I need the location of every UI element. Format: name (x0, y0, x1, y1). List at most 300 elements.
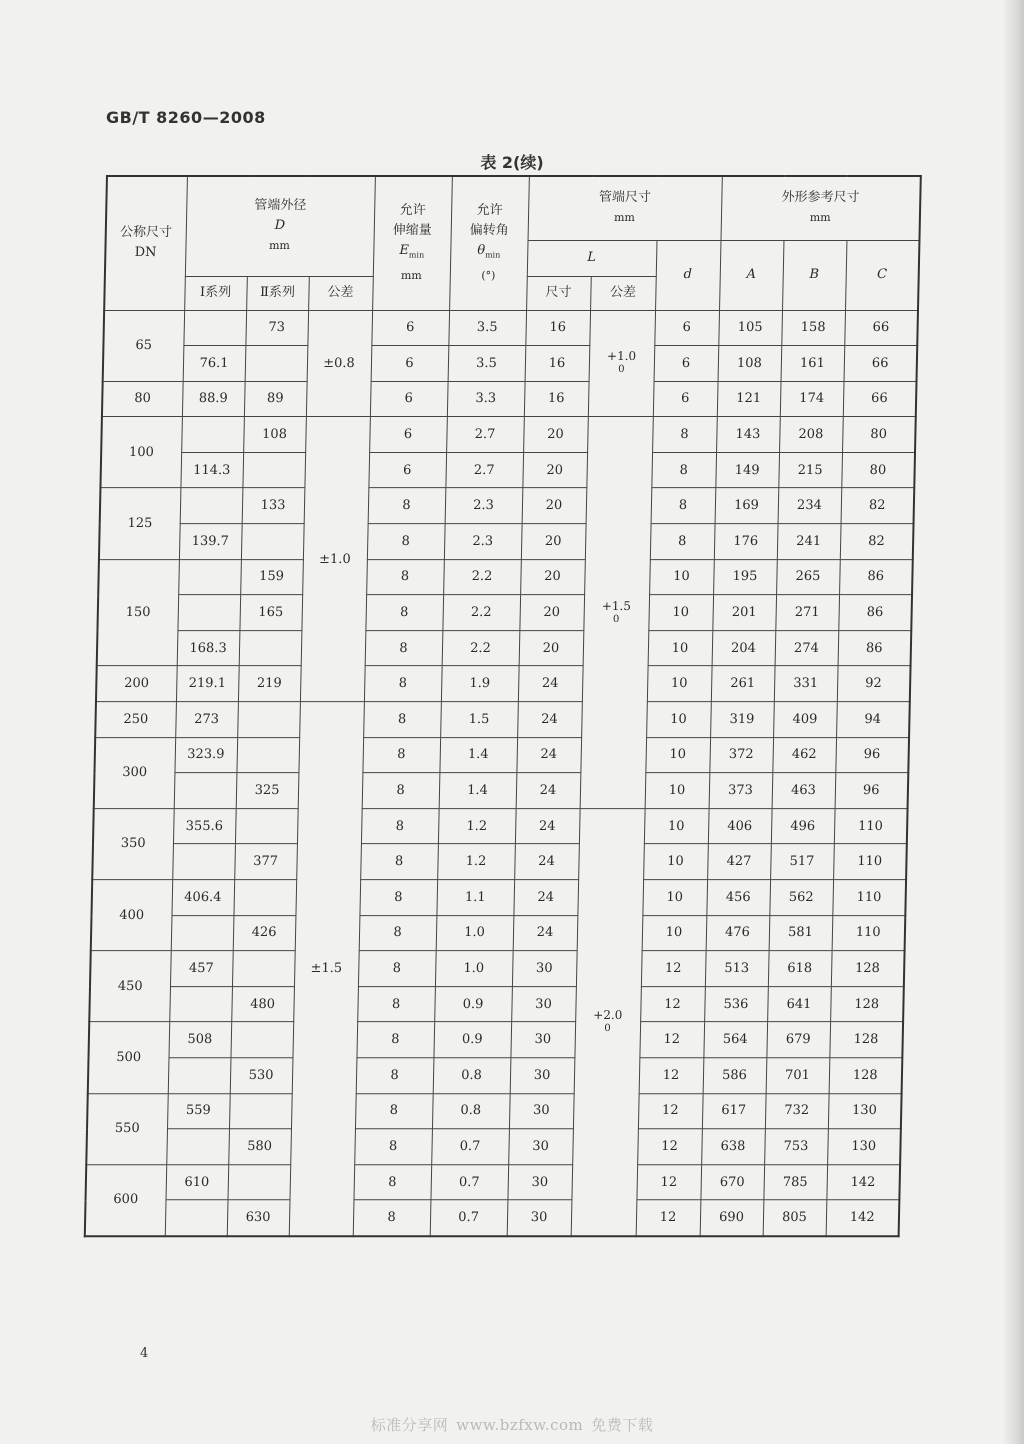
d-cell: 10 (648, 630, 713, 666)
emin-cell: 8 (353, 1200, 431, 1236)
c-cell: 110 (832, 880, 906, 916)
series2-cell: 159 (240, 559, 303, 595)
table-row (87, 1093, 902, 1129)
series1-cell (168, 1058, 231, 1094)
theta-cell: 0.9 (433, 1022, 511, 1058)
theta-cell: 2.3 (444, 524, 522, 560)
series1-cell: 559 (167, 1093, 230, 1129)
series1-cell: 114.3 (180, 452, 243, 488)
c-cell: 110 (834, 808, 908, 844)
table-caption: 表 2(续) (480, 153, 544, 172)
watermark (0, 1414, 1024, 1435)
d-cell: 10 (648, 595, 713, 631)
header-A: A (719, 240, 783, 310)
theta-cell: 1.5 (440, 702, 518, 738)
dn-cell: 350 (92, 808, 173, 879)
dn-cell: 550 (86, 1093, 167, 1164)
theta-cell: 0.8 (432, 1093, 510, 1129)
standard-code: GB/T 8260—2008 (106, 108, 266, 127)
series2-cell (232, 951, 295, 987)
table-row (92, 844, 907, 880)
header-end-group (528, 176, 722, 240)
theta-cell: 1.2 (437, 844, 515, 880)
a-cell: 143 (716, 417, 780, 453)
header-dn-symbol: DN (134, 245, 157, 261)
header-d: d (655, 240, 720, 310)
c-cell: 82 (840, 524, 914, 560)
series2-cell: 426 (233, 915, 296, 951)
header-L: L (527, 240, 657, 276)
d-cell: 10 (642, 915, 707, 951)
c-cell: 128 (829, 1022, 903, 1058)
c-cell: 128 (831, 951, 905, 987)
watermark-note: 免费下载 (591, 1416, 654, 1434)
l-size-cell: 20 (521, 524, 586, 560)
table-row (86, 1129, 901, 1165)
series2-cell (236, 737, 299, 773)
theta-cell: 1.2 (438, 808, 516, 844)
series1-cell (180, 488, 243, 524)
l-size-cell: 30 (507, 1164, 572, 1200)
series1-cell: 508 (169, 1022, 232, 1058)
table-row (101, 417, 916, 453)
dn-cell: 100 (100, 417, 181, 488)
l-tolerance-cell (588, 310, 655, 417)
b-cell: 496 (771, 808, 835, 844)
header-ref-group (721, 176, 921, 240)
dn-cell: 600 (85, 1164, 166, 1236)
dn-cell: 150 (97, 559, 179, 666)
b-cell: 618 (768, 951, 832, 987)
c-cell: 86 (838, 595, 912, 631)
dn-cell: 250 (95, 702, 176, 738)
c-cell: 96 (835, 737, 909, 773)
emin-cell: 8 (368, 488, 446, 524)
b-cell: 785 (763, 1164, 827, 1200)
table-row (99, 524, 914, 560)
series2-cell (245, 346, 308, 382)
series1-cell: 273 (175, 702, 238, 738)
d-cell: 10 (644, 808, 709, 844)
a-cell: 536 (704, 986, 768, 1022)
theta-cell: 2.2 (442, 630, 520, 666)
d-cell: 10 (646, 702, 711, 738)
series2-cell: 89 (244, 381, 307, 417)
series2-cell: 73 (245, 310, 308, 346)
l-size-cell: 24 (514, 844, 579, 880)
l-size-cell: 30 (511, 986, 576, 1022)
table-row (102, 381, 917, 417)
table-row (90, 951, 905, 987)
series1-cell: 88.9 (182, 381, 245, 417)
table-row (94, 773, 909, 809)
c-cell: 66 (844, 310, 918, 346)
b-cell: 462 (772, 737, 836, 773)
l-size-cell: 30 (507, 1200, 572, 1236)
emin-cell: 8 (354, 1129, 432, 1165)
emin-cell: 8 (365, 595, 443, 631)
a-cell: 195 (713, 559, 777, 595)
emin-cell: 6 (368, 452, 446, 488)
l-tolerance-lower: 0 (618, 364, 625, 376)
d-cell: 10 (642, 880, 707, 916)
header-theta-subscript: min (484, 250, 501, 260)
series1-cell: 219.1 (176, 666, 239, 702)
dn-cell: 125 (99, 488, 180, 559)
a-cell: 319 (710, 702, 774, 738)
emin-cell: 8 (366, 559, 444, 595)
b-cell: 562 (769, 880, 833, 916)
l-size-cell: 30 (510, 1022, 575, 1058)
table-row (103, 346, 918, 382)
d-cell: 10 (645, 737, 710, 773)
table-row (89, 1022, 904, 1058)
dn-cell: 200 (96, 666, 177, 702)
d-cell: 12 (640, 986, 705, 1022)
dn-cell: 300 (94, 737, 175, 808)
header-theta-letter: θ (477, 242, 486, 258)
l-size-cell: 20 (520, 559, 585, 595)
b-cell: 701 (766, 1058, 830, 1094)
table-header (104, 176, 921, 310)
l-size-cell: 30 (510, 1058, 575, 1094)
b-cell: 753 (764, 1129, 828, 1165)
watermark-site: 标准分享网 (370, 1416, 449, 1434)
a-cell: 149 (715, 452, 779, 488)
series1-cell (177, 595, 240, 631)
theta-cell: 2.7 (445, 452, 523, 488)
a-cell: 176 (714, 524, 778, 560)
a-cell: 690 (700, 1200, 764, 1236)
emin-cell: 8 (353, 1164, 431, 1200)
series1-cell (165, 1200, 228, 1236)
series2-cell: 219 (238, 666, 301, 702)
d-cell: 6 (654, 346, 719, 382)
a-cell: 586 (703, 1058, 767, 1094)
emin-cell: 6 (371, 346, 449, 382)
series1-cell (178, 559, 241, 595)
l-size-cell: 24 (513, 915, 578, 951)
l-tolerance-lower: 0 (612, 613, 620, 625)
series2-cell (241, 524, 304, 560)
emin-cell: 8 (357, 986, 435, 1022)
emin-cell: 6 (370, 381, 448, 417)
table-row (86, 1164, 901, 1200)
table-row (94, 737, 909, 773)
l-size-cell: 16 (525, 346, 590, 382)
od-tolerance-cell: ±1.5 (289, 702, 364, 1237)
emin-cell: 8 (359, 915, 437, 951)
d-cell: 10 (645, 773, 710, 809)
l-size-cell: 30 (509, 1093, 574, 1129)
header-emin-subscript: min (408, 250, 425, 260)
table-container (84, 175, 920, 1237)
l-size-cell: 16 (524, 381, 589, 417)
table-row (100, 452, 915, 488)
l-tolerance-lower: 0 (604, 1023, 611, 1035)
theta-cell: 2.3 (445, 488, 523, 524)
c-cell: 110 (832, 915, 906, 951)
b-cell: 274 (775, 630, 839, 666)
emin-cell: 8 (355, 1093, 433, 1129)
series2-cell (230, 1022, 293, 1058)
l-tolerance-cell (580, 417, 653, 809)
theta-cell: 3.5 (448, 346, 526, 382)
c-cell: 66 (844, 346, 918, 382)
l-size-cell: 20 (522, 452, 587, 488)
b-cell: 331 (774, 666, 838, 702)
emin-cell: 8 (364, 666, 442, 702)
emin-cell: 8 (356, 1022, 434, 1058)
table-row (103, 310, 918, 346)
header-theta (449, 176, 529, 310)
b-cell: 581 (769, 915, 833, 951)
theta-cell: 1.4 (439, 737, 517, 773)
c-cell: 86 (838, 630, 912, 666)
c-cell: 94 (836, 702, 910, 738)
b-cell: 732 (765, 1093, 829, 1129)
series1-cell (166, 1129, 229, 1165)
series2-cell (229, 1093, 292, 1129)
b-cell: 409 (773, 702, 837, 738)
series1-cell: 139.7 (179, 524, 242, 560)
l-size-cell: 24 (518, 666, 583, 702)
table-row (91, 915, 906, 951)
emin-cell: 6 (371, 310, 449, 346)
b-cell: 265 (776, 559, 840, 595)
header-theta-unit: (°) (481, 268, 496, 282)
theta-cell: 3.3 (447, 381, 525, 417)
emin-cell: 8 (362, 737, 440, 773)
header-end-label: 管端尺寸 (598, 190, 652, 206)
l-tolerance-cell (571, 808, 645, 1236)
series1-cell: 610 (166, 1164, 229, 1200)
c-cell: 80 (842, 417, 916, 453)
a-cell: 108 (718, 346, 782, 382)
table-row (93, 808, 908, 844)
c-cell: 82 (841, 488, 915, 524)
b-cell: 463 (772, 773, 836, 809)
theta-cell: 2.7 (446, 417, 524, 453)
b-cell: 158 (781, 310, 845, 346)
series2-cell: 580 (228, 1129, 291, 1165)
header-theta-line2: 偏转角 (469, 222, 509, 238)
dn-cell: 65 (103, 310, 184, 381)
a-cell: 617 (702, 1093, 766, 1129)
a-cell: 169 (715, 488, 779, 524)
b-cell: 241 (777, 524, 841, 560)
header-od-label: 管端外径 (254, 198, 307, 214)
b-cell: 679 (766, 1022, 830, 1058)
header-od-tol: 公差 (308, 276, 373, 310)
b-cell: 271 (775, 595, 839, 631)
d-cell: 8 (651, 452, 716, 488)
l-size-cell: 24 (516, 737, 581, 773)
watermark-url: www.bzfxw.com (456, 1416, 584, 1434)
series2-cell (239, 630, 302, 666)
d-cell: 12 (638, 1093, 703, 1129)
emin-cell: 8 (356, 1058, 434, 1094)
header-L-size: 尺寸 (526, 276, 591, 310)
series2-cell: 133 (242, 488, 305, 524)
d-cell: 12 (641, 951, 706, 987)
header-theta-symbol (451, 241, 527, 266)
series1-cell: 168.3 (177, 630, 240, 666)
l-tolerance-upper: +1.5 (601, 598, 632, 613)
series1-cell: 457 (170, 951, 233, 987)
a-cell: 121 (717, 381, 781, 417)
a-cell: 427 (707, 844, 771, 880)
b-cell: 174 (780, 381, 844, 417)
header-theta-line1: 允许 (476, 202, 503, 218)
theta-cell: 3.5 (448, 310, 526, 346)
b-cell: 208 (779, 417, 843, 453)
d-cell: 10 (643, 844, 708, 880)
a-cell: 564 (703, 1022, 767, 1058)
series1-cell: 406.4 (171, 880, 234, 916)
series1-cell (183, 310, 246, 346)
series2-cell: 377 (234, 844, 297, 880)
l-size-cell: 30 (512, 951, 577, 987)
a-cell: 513 (705, 951, 769, 987)
emin-cell: 8 (363, 702, 441, 738)
series1-cell: 76.1 (183, 346, 246, 382)
c-cell: 92 (837, 666, 911, 702)
emin-cell: 8 (358, 951, 436, 987)
d-cell: 8 (651, 488, 716, 524)
d-cell: 10 (647, 666, 712, 702)
dn-cell: 450 (89, 951, 170, 1022)
header-od-group (185, 176, 375, 276)
c-cell: 142 (826, 1200, 900, 1236)
header-end-unit: mm (613, 211, 636, 225)
d-cell: 12 (636, 1200, 701, 1236)
theta-cell: 0.8 (433, 1058, 511, 1094)
emin-cell: 8 (361, 808, 439, 844)
l-size-cell: 16 (525, 310, 590, 346)
series2-cell: 480 (231, 986, 294, 1022)
a-cell: 261 (711, 666, 775, 702)
theta-cell: 0.9 (434, 986, 512, 1022)
c-cell: 86 (839, 559, 913, 595)
header-series1: Ⅰ系列 (184, 276, 247, 310)
table-row (97, 630, 912, 666)
c-cell: 96 (835, 773, 909, 809)
series1-cell (181, 417, 244, 453)
series1-cell: 355.6 (173, 808, 236, 844)
header-C: C (845, 240, 919, 310)
c-cell: 110 (833, 844, 907, 880)
theta-cell: 1.4 (439, 773, 517, 809)
table-row (85, 1200, 900, 1236)
series2-cell (235, 808, 298, 844)
l-size-cell: 20 (519, 595, 584, 631)
l-size-cell: 20 (522, 488, 587, 524)
d-cell: 8 (650, 524, 715, 560)
series2-cell: 108 (243, 417, 306, 453)
series1-cell: 323.9 (174, 737, 237, 773)
dimensions-table (84, 175, 922, 1237)
a-cell: 105 (718, 310, 782, 346)
header-emin-line2: 伸缩量 (392, 222, 432, 238)
l-size-cell: 24 (515, 808, 580, 844)
emin-cell: 8 (365, 630, 443, 666)
emin-cell: 8 (360, 844, 438, 880)
b-cell: 161 (781, 346, 845, 382)
a-cell: 638 (701, 1129, 765, 1165)
table-row (100, 488, 915, 524)
d-cell: 10 (649, 559, 714, 595)
od-tolerance-cell: ±0.8 (306, 310, 372, 417)
dn-cell: 80 (102, 381, 183, 417)
c-cell: 128 (829, 1058, 903, 1094)
a-cell: 406 (708, 808, 772, 844)
series1-cell (169, 986, 232, 1022)
a-cell: 201 (712, 595, 776, 631)
series1-cell (171, 915, 234, 951)
series1-cell (172, 844, 235, 880)
dn-cell: 500 (88, 1022, 169, 1093)
series2-cell: 530 (230, 1058, 293, 1094)
header-L-tol: 公差 (590, 276, 656, 310)
header-B: B (782, 240, 846, 310)
b-cell: 805 (763, 1200, 827, 1236)
c-cell: 66 (843, 381, 917, 417)
theta-cell: 1.0 (436, 915, 514, 951)
series2-cell (233, 880, 296, 916)
series1-cell (174, 773, 237, 809)
table-body (85, 310, 918, 1236)
header-od-unit: mm (268, 239, 291, 253)
c-cell: 130 (827, 1129, 901, 1165)
header-emin-line1: 允许 (399, 202, 426, 218)
emin-cell: 8 (362, 773, 440, 809)
table-row (97, 595, 912, 631)
d-cell: 6 (654, 310, 719, 346)
theta-cell: 0.7 (430, 1164, 508, 1200)
header-dn-label: 公称尺寸 (119, 225, 173, 241)
d-cell: 8 (652, 417, 717, 453)
header-emin-unit: mm (400, 268, 422, 282)
dn-cell: 400 (91, 880, 172, 951)
table-row (95, 702, 910, 738)
b-cell: 215 (778, 452, 842, 488)
b-cell: 641 (767, 986, 831, 1022)
a-cell: 670 (700, 1164, 764, 1200)
c-cell: 128 (830, 986, 904, 1022)
theta-cell: 2.2 (443, 559, 521, 595)
scan-edge-shadow (1002, 0, 1024, 1444)
table-row (88, 1058, 903, 1094)
l-size-cell: 20 (519, 630, 584, 666)
a-cell: 456 (706, 880, 770, 916)
theta-cell: 0.7 (430, 1200, 508, 1236)
l-size-cell: 20 (523, 417, 588, 453)
b-cell: 517 (770, 844, 834, 880)
d-cell: 6 (653, 381, 718, 417)
emin-cell: 8 (359, 880, 437, 916)
l-tolerance-upper: +2.0 (593, 1008, 623, 1023)
header-dn (104, 176, 187, 310)
c-cell: 130 (828, 1093, 902, 1129)
header-od-symbol: D (274, 218, 286, 234)
theta-cell: 1.1 (436, 880, 514, 916)
d-cell: 12 (639, 1058, 704, 1094)
b-cell: 234 (778, 488, 842, 524)
l-size-cell: 24 (516, 773, 581, 809)
table-row (92, 880, 907, 916)
l-size-cell: 24 (513, 880, 578, 916)
